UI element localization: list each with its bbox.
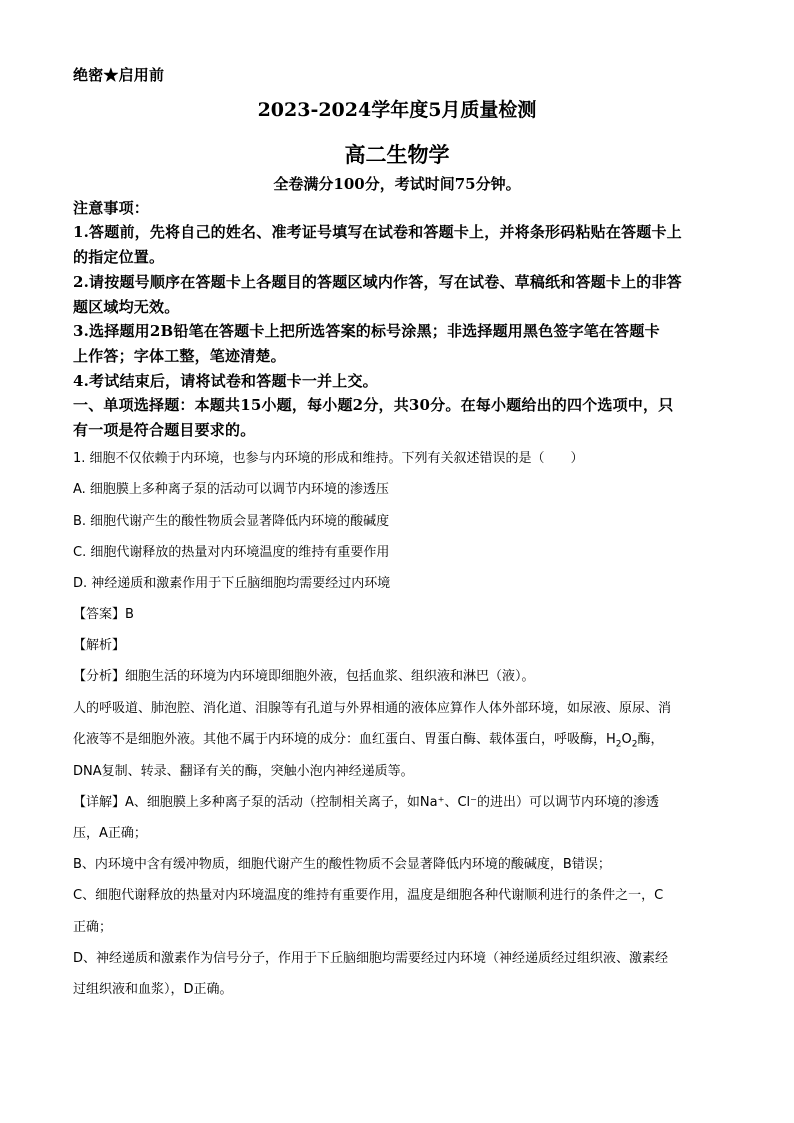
option-c: C. 细胞代谢释放的热量对内环境温度的维持有重要作用 bbox=[73, 545, 390, 560]
detail-c-line-1: C、细胞代谢释放的热量对内环境温度的维持有重要作用，温度是细胞各种代谢顺利进行的条件之一，C bbox=[73, 888, 664, 903]
detail-d-line-2: 过组织液和血浆），D正确。 bbox=[73, 982, 233, 997]
note-3-line-2: 上作答；字体工整，笔迹清楚。 bbox=[73, 347, 286, 365]
analysis-fenxi: 【分析】细胞生活的环境为内环境即细胞外液，包括血浆、组织液和淋巴（液）。 bbox=[73, 669, 535, 684]
option-b: B. 细胞代谢产生的酸性物质会显著降低内环境的酸碱度 bbox=[73, 514, 390, 529]
detail-c-line-2: 正确； bbox=[73, 920, 113, 935]
analysis-p2-line-2: 化液等不是细胞外液。其他不属于内环境的成分：血红蛋白、胃蛋白酶、载体蛋白，呼吸酶，$H_2O_2$酶， bbox=[73, 732, 664, 750]
exam-title: 2023-2024学年度5月质量检测 bbox=[257, 99, 537, 121]
note-1-line-1: 1.答题前，先将自己的姓名、准考证号填写在试卷和答题卡上，并将条形码粘贴在答题卡上 bbox=[73, 223, 682, 241]
note-2-line-2: 题区域均无效。 bbox=[73, 298, 180, 316]
detail-line-2: 压，A正确； bbox=[73, 826, 147, 841]
section-heading-line-1: 一、单项选择题：本题共15小题，每小题2分，共30分。在每小题给出的四个选项中，只 bbox=[73, 396, 674, 414]
note-1-line-2: 的指定位置。 bbox=[73, 248, 165, 266]
detail-line-1: 【详解】A、细胞膜上多种离子泵的活动（控制相关离子，如Na⁺、Cl⁻的进出）可以调节内环境的渗透 bbox=[73, 795, 659, 810]
subject-title: 高二生物学 bbox=[344, 142, 450, 167]
note-4: 4.考试结束后，请将试卷和答题卡一并上交。 bbox=[73, 372, 378, 390]
section-heading-line-2: 有一项是符合题目要求的。 bbox=[73, 421, 256, 439]
answer-label: 【答案】B bbox=[73, 607, 134, 622]
option-a: A. 细胞膜上多种离子泵的活动可以调节内环境的渗透压 bbox=[73, 482, 389, 497]
question-1-stem: 1. 细胞不仅依赖于内环境，也参与内环境的形成和维持。下列有关叙述错误的是（ ） bbox=[73, 451, 584, 466]
analysis-p2-line-3: DNA复制、转录、翻译有关的酶，突触小泡内神经递质等。 bbox=[73, 764, 414, 779]
note-2-line-1: 2.请按题号顺序在答题卡上各题目的答题区域内作答，写在试卷、草稿纸和答题卡上的非答 bbox=[73, 273, 682, 291]
notes-heading: 注意事项： bbox=[73, 199, 150, 217]
analysis-heading: 【解析】 bbox=[73, 638, 126, 653]
analysis-p2-line-1: 人的呼吸道、肺泡腔、消化道、泪腺等有孔道与外界相通的液体应算作人体外部环境，如尿液、原尿、消 bbox=[73, 701, 672, 716]
detail-b: B、内环境中含有缓冲物质，细胞代谢产生的酸性物质不会显著降低内环境的酸碱度，B错误； bbox=[73, 857, 611, 872]
option-d: D. 神经递质和激素作用于下丘脑细胞均需要经过内环境 bbox=[73, 576, 391, 591]
detail-d-line-1: D、神经递质和激素作为信号分子，作用于下丘脑细胞均需要经过内环境（神经递质经过组织液、激素经 bbox=[73, 951, 669, 966]
exam-meta: 全卷满分100分，考试时间75分钟。 bbox=[273, 175, 521, 193]
secrecy-label: 绝密★启用前 bbox=[73, 66, 165, 84]
note-3-line-1: 3.选择题用2B铅笔在答题卡上把所选答案的标号涂黑；非选择题用黑色签字笔在答题卡 bbox=[73, 322, 660, 340]
